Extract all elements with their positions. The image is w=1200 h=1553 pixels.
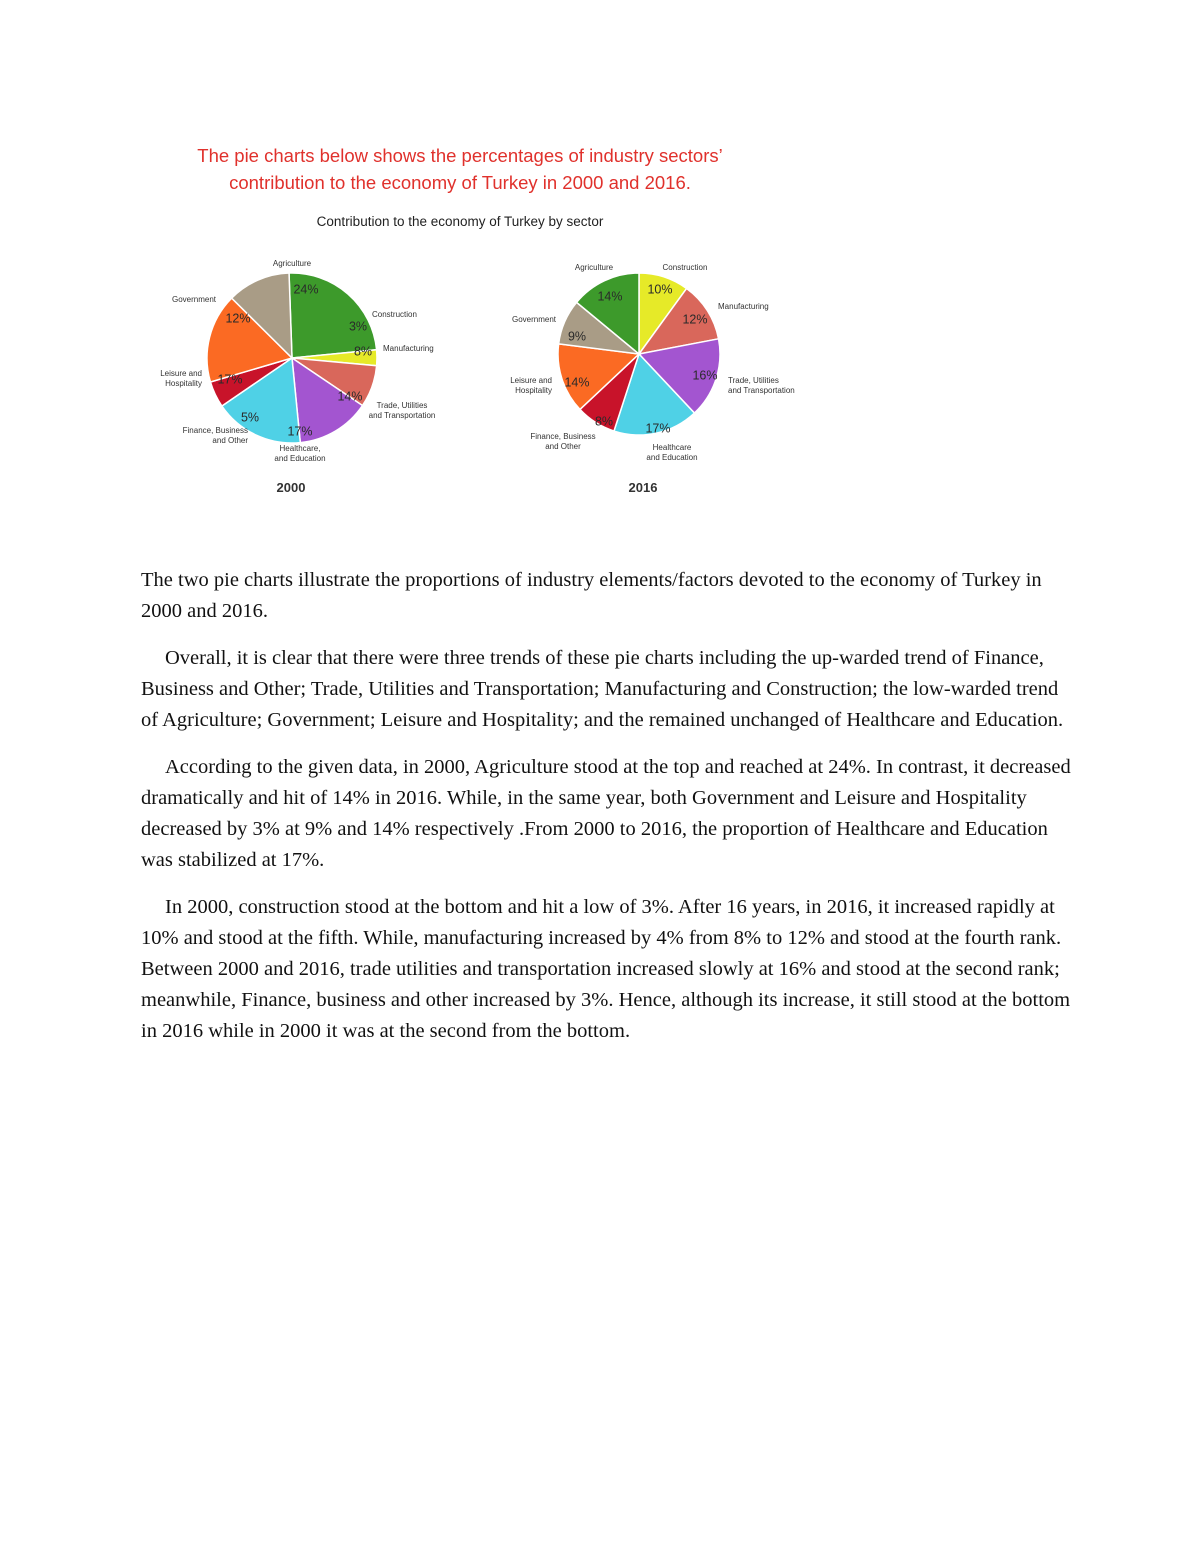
year-label-2016: 2016: [628, 480, 658, 495]
value-label-gov: 9%: [567, 329, 587, 344]
sector-label-agri: Agriculture: [272, 259, 312, 268]
essay-text: [141, 565, 1071, 1063]
pie-chart-2016: [510, 263, 795, 495]
essay-paragraph-1: The two pie charts illustrate the proportions of industry elements/factors devoted to the economy of Turkey in 2000 and 2016.: [141, 569, 1042, 622]
sector-label-leis: Leisure and Hospitality: [510, 376, 552, 395]
chart-title: Contribution to the economy of Turkey by sector: [316, 214, 604, 229]
essay-paragraph-2: Overall, it is clear that there were three trends of these pie charts including the up-warded trend of Finance, Business and Other; Trade, Utilities and Transportation; Manufacturing and Construction; the low-warded trend of Agriculture; Government; Leisure and Hospitality; and the remained unchanged of Healthcare and Education.: [141, 647, 1064, 731]
sector-label-trade: Trade, Utilities and Transportation: [728, 376, 795, 395]
essay-paragraph-3: According to the given data, in 2000, Agriculture stood at the top and reached at 24%. In contrast, it decreased dramatically and hit of 14% in 2016. While, in the same year, both Government and Leisure and Hospitality decreased by 3% at 9% and 14% respectively .From 2000 to 2016, the proportion of Healthcare and Education was stabilized at 17%.: [141, 756, 1071, 871]
value-label-leis: 17%: [217, 372, 243, 387]
value-label-fin: 8%: [594, 414, 614, 429]
pie-chart-2000: [160, 259, 435, 495]
sector-label-trade: Trade, Utilities and Transportation: [368, 401, 436, 420]
value-label-trade: 14%: [337, 389, 363, 404]
sector-label-fin: Finance, Business and Other: [182, 426, 248, 445]
sector-label-health: Healthcare and Education: [646, 443, 698, 462]
sector-label-leis: Leisure and Hospitality: [160, 369, 202, 388]
sector-label-health: Healthcare, and Education: [274, 444, 326, 463]
value-label-trade: 16%: [692, 368, 718, 383]
value-label-agri: 24%: [293, 282, 319, 297]
value-label-health: 17%: [287, 424, 313, 439]
year-label-2000: 2000: [276, 480, 306, 495]
value-label-health: 17%: [645, 421, 671, 436]
sector-label-gov: Government: [171, 295, 216, 304]
pie-charts: [140, 240, 820, 510]
value-label-cons: 3%: [348, 319, 368, 334]
sector-label-fin: Finance, Business and Other: [530, 432, 596, 451]
value-label-manu: 8%: [353, 344, 373, 359]
sector-label-manu: Manufacturing: [383, 344, 434, 353]
sector-label-cons: Construction: [372, 310, 417, 319]
value-label-gov: 12%: [225, 311, 251, 326]
figure-title-line-2: contribution to the economy of Turkey in 2000 and 2016.: [229, 172, 691, 193]
value-label-leis: 14%: [564, 375, 590, 390]
value-label-manu: 12%: [682, 312, 708, 327]
sector-label-agri: Agriculture: [574, 263, 614, 272]
value-label-fin: 5%: [240, 410, 260, 425]
value-label-agri: 14%: [597, 289, 623, 304]
essay-paragraph-4: In 2000, construction stood at the bottom and hit a low of 3%. After 16 years, in 2016, it increased rapidly at 10% and stood at the fifth. While, manufacturing increased by 4% from 8% to 12% and stood at the fourth rank. Between 2000 and 2016, trade utilities and transportation increased slowly at 16% and stood at the second rank; meanwhile, Finance, business and other increased by 3%. Hence, although its increase, it still stood at the bottom in 2016 while in 2000 it was at the second from the bottom.: [141, 896, 1071, 1042]
sector-label-gov: Government: [511, 315, 556, 324]
figure-title-line-1: The pie charts below shows the percentages of industry sectors’: [197, 145, 723, 166]
sector-label-manu: Manufacturing: [718, 302, 769, 311]
sector-label-cons: Construction: [662, 263, 708, 272]
value-label-cons: 10%: [647, 282, 673, 297]
